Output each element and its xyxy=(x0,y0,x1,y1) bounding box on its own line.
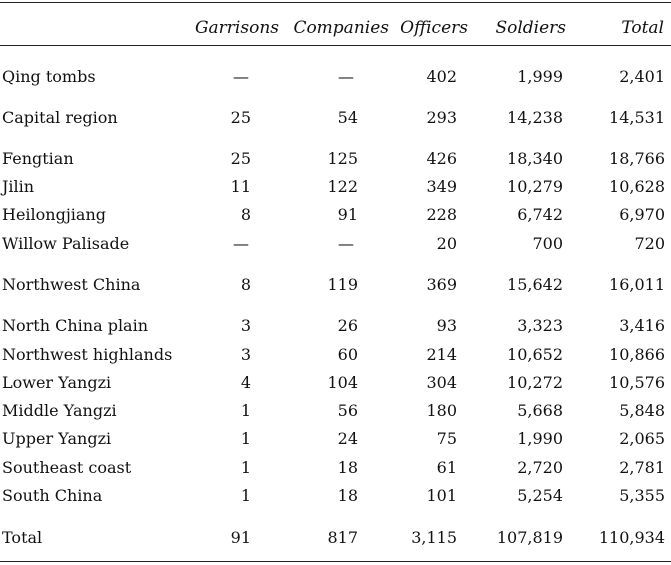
row-label: Fengtian xyxy=(2,149,74,168)
garrisons-cell: 11 xyxy=(230,177,251,196)
row-label: Northwest China xyxy=(2,275,141,294)
soldiers-cell: 1,999 xyxy=(517,67,563,86)
column-header-officers: Officers xyxy=(400,18,468,38)
companies-cell: 60 xyxy=(337,345,358,364)
garrisons-cell: 3 xyxy=(240,316,251,335)
bottom-rule xyxy=(0,561,671,562)
companies-cell: — xyxy=(338,67,354,86)
companies-cell: 817 xyxy=(327,528,358,547)
companies-cell: — xyxy=(338,234,354,253)
companies-cell: 122 xyxy=(327,177,358,196)
companies-cell: 119 xyxy=(327,275,358,294)
column-header-soldiers: Soldiers xyxy=(495,18,566,38)
total-cell: 720 xyxy=(634,234,665,253)
row-label: Northwest highlands xyxy=(2,345,173,364)
officers-cell: 20 xyxy=(436,234,457,253)
row-label: Lower Yangzi xyxy=(2,373,112,392)
garrisons-cell: 1 xyxy=(240,429,251,448)
garrisons-cell: 8 xyxy=(240,275,251,294)
garrisons-cell: — xyxy=(233,67,249,86)
companies-cell: 56 xyxy=(337,401,358,420)
total-cell: 10,866 xyxy=(609,345,665,364)
soldiers-cell: 1,990 xyxy=(517,429,563,448)
total-cell: 10,576 xyxy=(609,373,665,392)
top-rule xyxy=(0,2,671,3)
garrisons-cell: 91 xyxy=(230,528,251,547)
row-label: Middle Yangzi xyxy=(2,401,117,420)
total-cell: 10,628 xyxy=(609,177,665,196)
soldiers-cell: 700 xyxy=(532,234,563,253)
garrisons-cell: 25 xyxy=(230,149,251,168)
row-label: Heilongjiang xyxy=(2,205,106,224)
total-cell: 6,970 xyxy=(619,205,665,224)
officers-cell: 61 xyxy=(436,458,457,477)
garrisons-cell: 25 xyxy=(230,108,251,127)
total-cell: 18,766 xyxy=(609,149,665,168)
total-cell: 2,065 xyxy=(619,429,665,448)
row-label: Qing tombs xyxy=(2,67,96,86)
header-rule xyxy=(0,45,671,46)
row-label: Jilin xyxy=(2,177,35,196)
soldiers-cell: 5,668 xyxy=(517,401,563,420)
row-label: North China plain xyxy=(2,316,149,335)
row-label: South China xyxy=(2,486,103,505)
officers-cell: 304 xyxy=(426,373,457,392)
row-label: Capital region xyxy=(2,108,118,127)
column-header-companies: Companies xyxy=(293,18,389,38)
officers-cell: 293 xyxy=(426,108,457,127)
garrisons-cell: 1 xyxy=(240,401,251,420)
column-header-garrisons: Garrisons xyxy=(194,18,279,38)
officers-cell: 369 xyxy=(426,275,457,294)
row-label: Total xyxy=(2,528,43,547)
total-cell: 3,416 xyxy=(619,316,665,335)
officers-cell: 228 xyxy=(426,205,457,224)
companies-cell: 18 xyxy=(337,458,358,477)
soldiers-cell: 10,272 xyxy=(507,373,563,392)
total-cell: 5,355 xyxy=(619,486,665,505)
total-cell: 14,531 xyxy=(609,108,665,127)
companies-cell: 24 xyxy=(337,429,358,448)
row-label: Southeast coast xyxy=(2,458,132,477)
soldiers-cell: 14,238 xyxy=(507,108,563,127)
garrisons-cell: 3 xyxy=(240,345,251,364)
officers-cell: 180 xyxy=(426,401,457,420)
companies-cell: 26 xyxy=(337,316,358,335)
row-label: Upper Yangzi xyxy=(2,429,112,448)
officers-cell: 101 xyxy=(426,486,457,505)
garrisons-cell: 1 xyxy=(240,486,251,505)
total-cell: 2,781 xyxy=(619,458,665,477)
officers-cell: 214 xyxy=(426,345,457,364)
companies-cell: 18 xyxy=(337,486,358,505)
soldiers-cell: 10,652 xyxy=(507,345,563,364)
total-cell: 5,848 xyxy=(619,401,665,420)
companies-cell: 125 xyxy=(327,149,358,168)
soldiers-cell: 5,254 xyxy=(517,486,563,505)
officers-cell: 402 xyxy=(426,67,457,86)
officers-cell: 93 xyxy=(436,316,457,335)
officers-cell: 3,115 xyxy=(411,528,457,547)
column-header-total: Total xyxy=(621,18,664,38)
officers-cell: 426 xyxy=(426,149,457,168)
total-cell: 16,011 xyxy=(609,275,665,294)
soldiers-cell: 10,279 xyxy=(507,177,563,196)
garrisons-cell: 8 xyxy=(240,205,251,224)
soldiers-cell: 6,742 xyxy=(517,205,563,224)
garrisons-cell: — xyxy=(233,234,249,253)
garrisons-cell: 1 xyxy=(240,458,251,477)
soldiers-cell: 3,323 xyxy=(517,316,563,335)
companies-cell: 54 xyxy=(337,108,358,127)
soldiers-cell: 15,642 xyxy=(507,275,563,294)
officers-cell: 75 xyxy=(436,429,457,448)
companies-cell: 104 xyxy=(327,373,358,392)
companies-cell: 91 xyxy=(337,205,358,224)
officers-cell: 349 xyxy=(426,177,457,196)
row-label: Willow Palisade xyxy=(2,234,130,253)
soldiers-cell: 2,720 xyxy=(517,458,563,477)
soldiers-cell: 18,340 xyxy=(507,149,563,168)
total-cell: 2,401 xyxy=(619,67,665,86)
total-cell: 110,934 xyxy=(598,528,665,547)
soldiers-cell: 107,819 xyxy=(496,528,563,547)
garrisons-cell: 4 xyxy=(240,373,251,392)
